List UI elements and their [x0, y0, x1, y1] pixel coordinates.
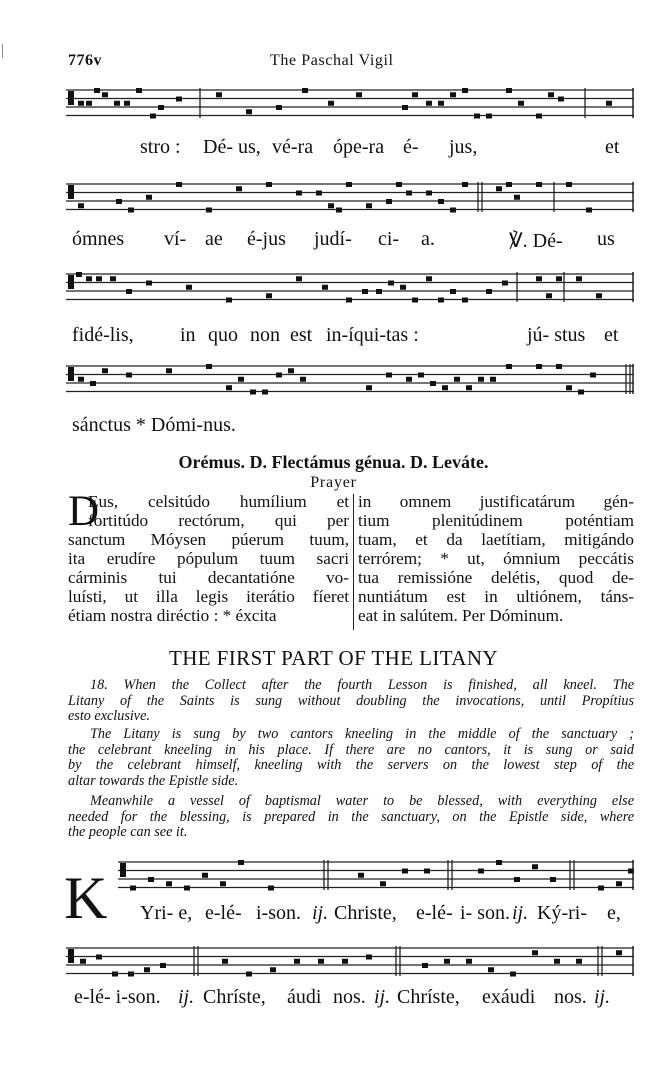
- neume: [366, 955, 372, 960]
- neume: [616, 950, 622, 955]
- neume: [506, 182, 512, 187]
- neume: [276, 373, 282, 378]
- neume: [328, 101, 334, 106]
- lyric-syllable: áudi: [287, 986, 322, 1008]
- prayer-line: in omnem justificatárum gén-: [358, 492, 634, 511]
- neume: [276, 105, 282, 110]
- neume: [554, 959, 560, 964]
- neume: [506, 88, 512, 93]
- rubric-line: esto exclusive.: [68, 708, 150, 725]
- neume: [556, 364, 562, 369]
- neume: [146, 195, 152, 200]
- lyric-syllable: é-: [403, 136, 419, 158]
- neume: [78, 101, 84, 106]
- lyric-syllable: us: [597, 228, 615, 250]
- neume: [166, 368, 172, 373]
- margin-mark: [2, 44, 3, 58]
- neume: [412, 92, 418, 97]
- neume: [116, 199, 122, 204]
- neume: [236, 186, 242, 191]
- lyric-syllable: ómnes: [72, 228, 125, 250]
- neume: [288, 368, 294, 373]
- neume: [548, 92, 554, 97]
- neume: [450, 92, 456, 97]
- lyric-syllable: nos.: [333, 986, 366, 1008]
- neume: [400, 285, 406, 290]
- neume: [158, 105, 164, 110]
- neume: [270, 967, 276, 972]
- neume: [536, 114, 542, 119]
- neume: [532, 864, 538, 869]
- lyric-syllable: exáudi: [482, 986, 536, 1008]
- neume: [488, 967, 494, 972]
- lyric-syllable: ci-: [378, 228, 400, 250]
- lyric-syllable: ij.: [374, 986, 391, 1008]
- neume: [300, 377, 306, 382]
- prayer-line: Eus, celsitúdo humílium et: [88, 492, 349, 511]
- neume: [532, 950, 538, 955]
- lyric-syllable: ℣. Dé-: [509, 230, 563, 252]
- neume: [110, 276, 116, 281]
- chant-staff-3: [66, 270, 634, 304]
- lyric-syllable: fidé-lis,: [72, 324, 134, 346]
- lyric-syllable: ae: [205, 228, 223, 250]
- neume: [596, 293, 602, 298]
- neume: [438, 101, 444, 106]
- neume: [496, 186, 502, 191]
- prayer-line: terrórem; * ut, ómnium peccátis: [358, 549, 634, 568]
- neume: [76, 272, 82, 277]
- prayer-line: étiam nostra diréctio : * éxcita: [68, 606, 277, 625]
- neume: [510, 972, 516, 977]
- lyric-syllable: Dé- us,: [203, 136, 261, 158]
- neume: [578, 390, 584, 395]
- neume: [514, 877, 520, 882]
- neume: [506, 364, 512, 369]
- neume: [442, 385, 448, 390]
- neume: [220, 881, 226, 886]
- clef-mark: [120, 863, 126, 877]
- neume: [238, 377, 244, 382]
- neume: [268, 886, 274, 891]
- lyric-syllable: e-lé- i-son.: [74, 986, 161, 1008]
- neume: [430, 381, 436, 386]
- neume: [426, 276, 432, 281]
- neume: [176, 97, 182, 102]
- neume: [444, 959, 450, 964]
- neume: [294, 959, 300, 964]
- neume: [296, 276, 302, 281]
- neume: [246, 972, 252, 977]
- neume: [176, 182, 182, 187]
- chant-staff-4: [66, 362, 634, 396]
- neume: [226, 385, 232, 390]
- neume: [606, 101, 612, 106]
- neume: [146, 281, 152, 286]
- neume: [590, 373, 596, 378]
- neume: [426, 191, 432, 196]
- neume: [402, 869, 408, 874]
- neume: [380, 881, 386, 886]
- neume: [558, 97, 564, 102]
- neume: [302, 88, 308, 93]
- lyric-syllable: non: [250, 324, 280, 346]
- lyric-syllable: ij.: [178, 986, 195, 1008]
- neume: [102, 92, 108, 97]
- prayer-heading: Prayer: [310, 474, 357, 491]
- neume: [536, 364, 542, 369]
- neume: [206, 208, 212, 213]
- lyric-syllable: est: [290, 324, 313, 346]
- litany-drop-initial: K: [64, 865, 108, 931]
- neume: [96, 955, 102, 960]
- neume: [422, 963, 428, 968]
- neume: [366, 203, 372, 208]
- prayer-line: tuam, et da laetítiam, mitigándo: [358, 530, 634, 549]
- lyric-syllable: et: [605, 136, 620, 158]
- neume: [386, 373, 392, 378]
- neume: [486, 114, 492, 119]
- neume: [438, 199, 444, 204]
- neume: [136, 88, 142, 93]
- lyric-syllable: a.: [421, 228, 435, 250]
- neume: [462, 182, 468, 187]
- rubric-line: 18. When the Collect after the fourth Lesson is finished, all kneel. The: [90, 677, 634, 693]
- lyric-syllable: jus,: [449, 136, 478, 158]
- neume: [266, 182, 272, 187]
- lyric-syllable: e,: [607, 902, 621, 924]
- lyric-syllable: ij.: [512, 902, 529, 924]
- chant-staff-2: [66, 180, 634, 214]
- neume: [184, 886, 190, 891]
- neume: [342, 959, 348, 964]
- neume: [466, 385, 472, 390]
- neume: [102, 368, 108, 373]
- litany-staff-1: [118, 858, 634, 892]
- neume: [222, 959, 228, 964]
- neume: [402, 105, 408, 110]
- neume: [346, 182, 352, 187]
- neume: [126, 289, 132, 294]
- neume: [80, 959, 86, 964]
- neume: [486, 289, 492, 294]
- lyric-syllable: stro :: [140, 136, 181, 158]
- prayer-line: ita erudíre pópulum tuum sacri: [68, 549, 349, 568]
- neume: [450, 289, 456, 294]
- lyric-syllable: i- son.: [460, 902, 510, 924]
- neume: [566, 182, 572, 187]
- lyric-syllable: Christe,: [334, 902, 397, 924]
- lyric-syllable: et: [604, 324, 619, 346]
- lyric-syllable: in-íqui-tas :: [326, 324, 419, 346]
- lyric-syllable: quo: [208, 324, 238, 346]
- neume: [412, 298, 418, 303]
- neume: [462, 88, 468, 93]
- neume: [386, 199, 392, 204]
- rubric-line: the celebrant kneeling in his place. If there are no cantors, it is sung or said: [68, 741, 634, 758]
- neume: [148, 877, 154, 882]
- neume: [94, 88, 100, 93]
- neume: [322, 285, 328, 290]
- lyric-syllable: ví-: [164, 228, 187, 250]
- neume: [160, 963, 166, 968]
- neume: [406, 377, 412, 382]
- clef-mark: [68, 275, 74, 289]
- neume: [262, 390, 268, 395]
- prayer-drop-initial: D: [68, 488, 100, 535]
- neume: [366, 385, 372, 390]
- neume: [566, 385, 572, 390]
- prayer-left-column: [68, 488, 349, 625]
- rubric-line: Litany of the Saints is sung without doubling the invocations, until Propítius: [68, 692, 634, 709]
- lyric-syllable: Yri- e,: [140, 902, 193, 924]
- neume: [150, 114, 156, 119]
- neume: [586, 208, 592, 213]
- neume: [356, 92, 362, 97]
- neume: [206, 364, 212, 369]
- prayer-line: nuntiátum est in ultiónem, táns-: [358, 587, 634, 606]
- neume: [362, 289, 368, 294]
- prayer-line: cárminis tui decantatióne vo-: [68, 568, 349, 587]
- lyric-syllable: e-lé-: [416, 902, 453, 924]
- lyric-syllable: Ký-ri-: [537, 902, 587, 924]
- clef-mark: [68, 91, 74, 105]
- neume: [186, 285, 192, 290]
- prayer-line: eat in salútem. Per Dóminum.: [358, 606, 564, 625]
- neume: [144, 967, 150, 972]
- neume: [128, 208, 134, 213]
- lyric-syllable: in: [180, 324, 196, 346]
- neume: [250, 390, 256, 395]
- lyric-syllable: nos.: [554, 986, 587, 1008]
- neume: [550, 877, 556, 882]
- oremus-line: Orémus. D. Flectámus génua. D. Leváte.: [178, 452, 489, 472]
- neume: [388, 281, 394, 286]
- neume: [576, 959, 582, 964]
- lyric-syllable: Chríste,: [397, 986, 460, 1008]
- neume: [502, 281, 508, 286]
- neume: [576, 276, 582, 281]
- neume: [130, 886, 136, 891]
- neume: [418, 373, 424, 378]
- neume: [426, 101, 432, 106]
- neume: [376, 289, 382, 294]
- neume: [518, 101, 524, 106]
- clef-mark: [68, 185, 74, 199]
- lyric-syllable: sánctus * Dómi-nus.: [72, 414, 236, 436]
- neume: [616, 881, 622, 886]
- neume: [396, 182, 402, 187]
- rubric-line: The Litany is sung by two cantors kneeling in the middle of the sanctuary ;: [90, 726, 634, 742]
- neume: [454, 377, 460, 382]
- rubric-line: Meanwhile a vessel of baptismal water to be blessed, with everything else: [90, 793, 634, 809]
- neume: [336, 208, 342, 213]
- prayer-line: sanctum Móysen púerum tuum,: [68, 530, 349, 549]
- neume: [490, 377, 496, 382]
- neume: [86, 276, 92, 281]
- rubric-paragraph: [68, 726, 634, 789]
- neume: [296, 191, 302, 196]
- neume: [328, 203, 334, 208]
- neume: [316, 191, 322, 196]
- neume: [114, 101, 120, 106]
- lyric-syllable: judí-: [314, 228, 352, 250]
- neume: [536, 182, 542, 187]
- rubric-line: needed for the blessing, is prepared in the sanctuary, on the Epistle side, where: [68, 808, 634, 825]
- neume: [226, 298, 232, 303]
- prayer-line: luísti, ut illa legis iterátio fíeret: [68, 587, 349, 606]
- neume: [128, 972, 134, 977]
- neume: [478, 869, 484, 874]
- lyric-syllable: é-jus: [247, 228, 286, 250]
- rubric-line: by the celebrant himself, kneeling with the servers on the lowest step of the: [68, 757, 634, 774]
- neume: [406, 191, 412, 196]
- neume: [166, 881, 172, 886]
- neume: [556, 276, 562, 281]
- lyric-syllable: e-lé-: [205, 902, 242, 924]
- lyric-syllable: ópe-ra: [333, 136, 385, 158]
- neume: [450, 208, 456, 213]
- neume: [202, 873, 208, 878]
- neume: [478, 377, 484, 382]
- section-title: THE FIRST PART OF THE LITANY: [169, 646, 498, 670]
- neume: [358, 873, 364, 878]
- lyric-syllable: jú- stus: [527, 324, 586, 346]
- litany-staff-2: [66, 944, 634, 978]
- neume: [112, 972, 118, 977]
- neume: [466, 959, 472, 964]
- prayer-line: tua remissióne delétis, quod de-: [358, 568, 634, 587]
- neume: [536, 276, 542, 281]
- neume: [238, 860, 244, 865]
- lyric-syllable: Chríste,: [203, 986, 266, 1008]
- page-number: 776v: [68, 52, 102, 69]
- neume: [424, 869, 430, 874]
- prayer-line: fortitúdo rectórum, qui per: [88, 511, 349, 530]
- neume: [598, 886, 604, 891]
- neume: [126, 373, 132, 378]
- neume: [216, 92, 222, 97]
- neume: [462, 298, 468, 303]
- neume: [78, 203, 84, 208]
- neume: [90, 381, 96, 386]
- neume: [266, 293, 272, 298]
- prayer-line: tium plenitúdinem poténtiam: [358, 511, 634, 530]
- lyric-syllable: ij.: [594, 986, 611, 1008]
- neume: [318, 959, 324, 964]
- neume: [496, 860, 502, 865]
- neume: [438, 298, 444, 303]
- neume: [546, 293, 552, 298]
- lyric-syllable: ij.: [312, 902, 329, 924]
- rubric-line: altar towards the Epistle side.: [68, 772, 239, 789]
- lyric-syllable: i-son.: [256, 902, 301, 924]
- rubric-paragraph: [68, 677, 634, 725]
- column-divider: [353, 494, 354, 630]
- neume: [96, 276, 102, 281]
- prayer-right-column: [358, 492, 634, 625]
- neume: [346, 298, 352, 303]
- neume: [474, 114, 480, 119]
- neume: [246, 109, 252, 114]
- running-title: The Paschal Vigil: [270, 52, 394, 69]
- rubric-line: the people can see it.: [68, 824, 188, 841]
- neume: [86, 101, 92, 106]
- neume: [124, 101, 130, 106]
- clef-mark: [68, 367, 74, 381]
- chant-staff-1: [66, 86, 634, 120]
- neume: [514, 195, 520, 200]
- rubric-paragraph: [68, 793, 634, 841]
- neume: [78, 377, 84, 382]
- clef-mark: [68, 949, 74, 963]
- lyric-syllable: vé-ra: [272, 136, 314, 158]
